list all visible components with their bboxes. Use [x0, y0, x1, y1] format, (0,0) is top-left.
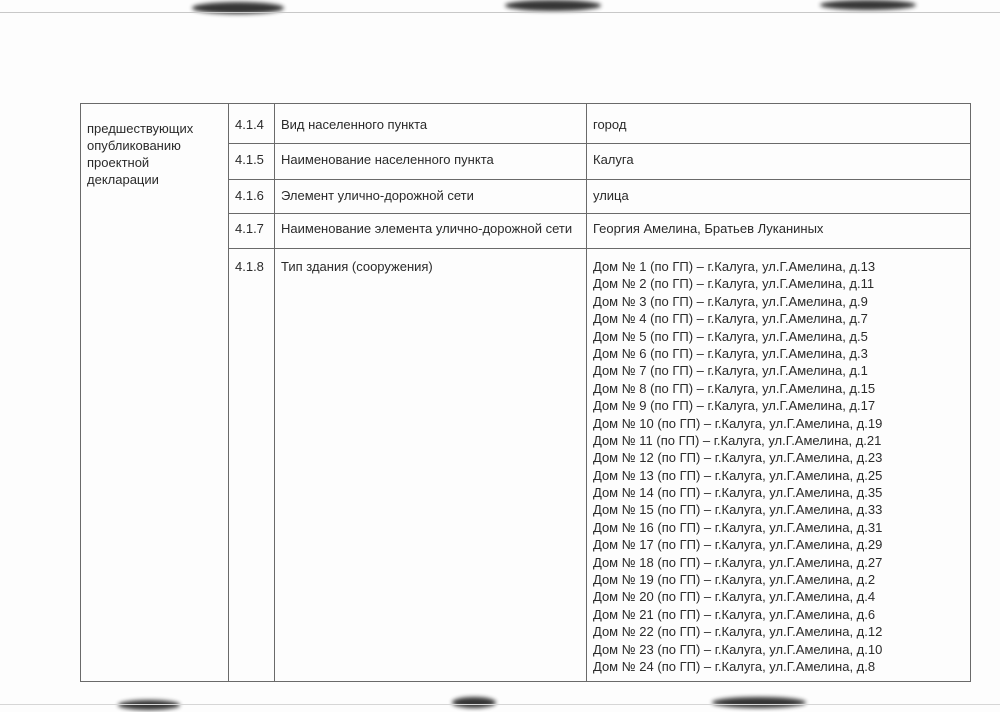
row-number: 4.1.7	[229, 214, 275, 249]
building-item: Дом № 18 (по ГП) – г.Калуга, ул.Г.Амелина, д.27	[593, 554, 883, 570]
building-item: Дом № 12 (по ГП) – г.Калуга, ул.Г.Амелина, д.23	[593, 450, 883, 466]
declaration-table	[80, 103, 971, 682]
row-number: 4.1.4	[229, 104, 275, 144]
building-item: Дом № 22 (по ГП) – г.Калуга, ул.Г.Амелина, д.12	[593, 624, 883, 640]
building-item: Дом № 9 (по ГП) – г.Калуга, ул.Г.Амелина, д.17	[593, 398, 876, 414]
building-item: Дом № 5 (по ГП) – г.Калуга, ул.Г.Амелина, д.5	[593, 328, 868, 344]
building-item: Дом № 10 (по ГП) – г.Калуга, ул.Г.Амелина, д.19	[593, 415, 883, 431]
scan-mark-top-right	[820, 0, 916, 10]
row-label: Наименование населенного пункта	[275, 144, 587, 180]
row-value: город	[587, 104, 971, 144]
building-item: Дом № 6 (по ГП) – г.Калуга, ул.Г.Амелина, д.3	[593, 345, 868, 361]
building-item: Дом № 15 (по ГП) – г.Калуга, ул.Г.Амелина, д.33	[593, 502, 883, 518]
row-label: Тип здания (сооружения)	[275, 249, 587, 682]
buildings-list	[593, 258, 964, 675]
building-item: Дом № 8 (по ГП) – г.Калуга, ул.Г.Амелина, д.15	[593, 380, 876, 396]
row-value: Калуга	[587, 144, 971, 180]
buildings-cell	[587, 249, 971, 682]
scan-edge-top	[0, 12, 1000, 13]
row-value: Георгия Амелина, Братьев Луканиных	[587, 214, 971, 249]
scan-mark-top-center	[505, 0, 601, 11]
row-label: Наименование элемента улично-дорожной сети	[275, 214, 587, 249]
row-number: 4.1.6	[229, 180, 275, 214]
scan-mark-bottom-right	[712, 697, 806, 708]
building-item: Дом № 2 (по ГП) – г.Калуга, ул.Г.Амелина, д.11	[593, 276, 875, 292]
building-item: Дом № 19 (по ГП) – г.Калуга, ул.Г.Амелина, д.2	[593, 572, 876, 588]
section-label-line: опубликованию	[87, 138, 181, 153]
scan-edge-bottom	[0, 704, 1000, 705]
building-item: Дом № 1 (по ГП) – г.Калуга, ул.Г.Амелина, д.13	[593, 259, 876, 274]
building-item: Дом № 23 (по ГП) – г.Калуга, ул.Г.Амелина, д.10	[593, 641, 883, 657]
scan-mark-bottom-left	[118, 700, 180, 710]
building-item: Дом № 3 (по ГП) – г.Калуга, ул.Г.Амелина, д.9	[593, 293, 868, 309]
row-number: 4.1.8	[229, 249, 275, 682]
row-label: Элемент улично-дорожной сети	[275, 180, 587, 214]
building-item: Дом № 7 (по ГП) – г.Калуга, ул.Г.Амелина, д.1	[593, 363, 868, 379]
row-value: улица	[587, 180, 971, 214]
row-label: Вид населенного пункта	[275, 104, 587, 144]
building-item: Дом № 14 (по ГП) – г.Калуга, ул.Г.Амелина, д.35	[593, 485, 883, 501]
building-item: Дом № 20 (по ГП) – г.Калуга, ул.Г.Амелина, д.4	[593, 589, 876, 605]
building-item: Дом № 13 (по ГП) – г.Калуга, ул.Г.Амелина, д.25	[593, 467, 883, 483]
scan-mark-bottom-center	[452, 697, 496, 708]
section-label-cell	[81, 104, 229, 682]
section-label-line: предшествующих	[87, 121, 194, 136]
building-item: Дом № 4 (по ГП) – г.Калуга, ул.Г.Амелина, д.7	[593, 311, 868, 327]
building-item: Дом № 17 (по ГП) – г.Калуга, ул.Г.Амелина, д.29	[593, 537, 883, 553]
building-item: Дом № 11 (по ГП) – г.Калуга, ул.Г.Амелина, д.21	[593, 432, 882, 448]
building-item: Дом № 16 (по ГП) – г.Калуга, ул.Г.Амелина, д.31	[593, 519, 883, 535]
section-label-line: проектной декларации	[87, 155, 159, 187]
row-number: 4.1.5	[229, 144, 275, 180]
building-item: Дом № 24 (по ГП) – г.Калуга, ул.Г.Амелина, д.8	[593, 658, 876, 674]
table-row	[81, 104, 971, 144]
building-item: Дом № 21 (по ГП) – г.Калуга, ул.Г.Амелина, д.6	[593, 606, 876, 622]
